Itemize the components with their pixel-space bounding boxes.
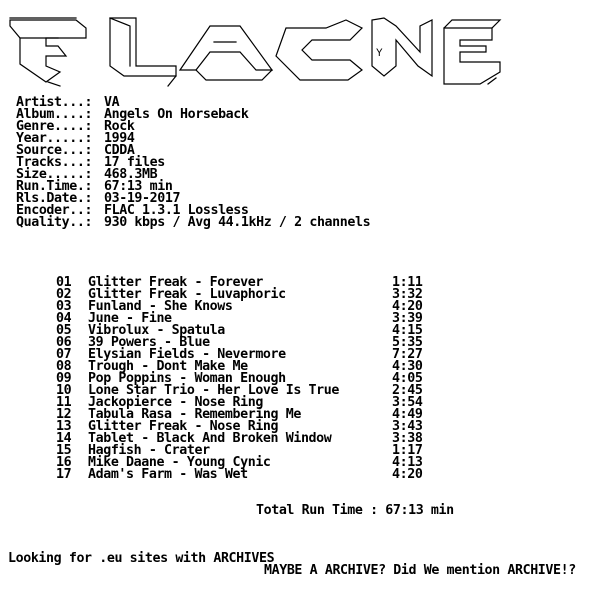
track-time: 4:20 <box>392 467 423 482</box>
track-title: Hagfish - Crater <box>88 443 210 458</box>
track-number: 17 <box>56 467 72 482</box>
track-title: Glitter Freak - Nose Ring <box>88 419 279 434</box>
track-time: 4:15 <box>392 323 423 338</box>
track-time: 3:43 <box>392 419 423 434</box>
track-title: Elysian Fields - Nevermore <box>88 347 286 362</box>
track-time: 3:54 <box>392 395 423 410</box>
info-value: VA <box>104 95 120 110</box>
track-title: Pop Poppins - Woman Enough <box>88 371 286 386</box>
track-time: 1:11 <box>392 275 423 290</box>
info-value: 468.3MB <box>104 167 158 182</box>
track-time: 5:35 <box>392 335 423 350</box>
info-key: Album....: <box>16 107 93 122</box>
track-number: 09 <box>56 371 72 386</box>
track-number: 01 <box>56 275 72 290</box>
footer-line-2: MAYBE A ARCHIVE? Did We mention ARCHIVE!? <box>264 563 576 578</box>
info-value: 1994 <box>104 131 135 146</box>
info-key: Year.....: <box>16 131 93 146</box>
total-run-time: Total Run Time : 67:13 min <box>256 503 454 518</box>
track-title: Tablet - Black And Broken Window <box>88 431 332 446</box>
info-value: FLAC 1.3.1 Lossless <box>104 203 249 218</box>
info-key: Tracks...: <box>16 155 93 170</box>
release-info <box>16 97 370 229</box>
track-time: 4:30 <box>392 359 423 374</box>
track-number: 16 <box>56 455 72 470</box>
track-time: 2:45 <box>392 383 423 398</box>
info-value: 930 kbps / Avg 44.1kHz / 2 channels <box>104 215 371 230</box>
info-row <box>16 217 370 229</box>
track-number: 05 <box>56 323 72 338</box>
track-time: 4:20 <box>392 299 423 314</box>
info-key: Run.Time.: <box>16 179 93 194</box>
info-key: Quality..: <box>16 215 93 230</box>
track-number: 06 <box>56 335 72 350</box>
track-title: Adam's Farm - Was Wet <box>88 467 248 482</box>
info-key: Size.....: <box>16 167 93 182</box>
info-key: Source...: <box>16 143 93 158</box>
track-title: Funland - She Knows <box>88 299 233 314</box>
info-key: Rls.Date.: <box>16 191 93 206</box>
info-key: Artist...: <box>16 95 93 110</box>
track-time: 4:05 <box>392 371 423 386</box>
track-title: Glitter Freak - Forever <box>88 275 263 290</box>
track-title: Tabula Rasa - Remembering Me <box>88 407 301 422</box>
info-key: Encoder..: <box>16 203 93 218</box>
info-key: Genre....: <box>16 119 93 134</box>
track-number: 10 <box>56 383 72 398</box>
track-time: 3:39 <box>392 311 423 326</box>
track-number: 11 <box>56 395 72 410</box>
info-value: Rock <box>104 119 135 134</box>
track-title: Vibrolux - Spatula <box>88 323 225 338</box>
track-title: Mike Daane - Young Cynic <box>88 455 271 470</box>
track-title: June - Fine <box>88 311 172 326</box>
track-number: 07 <box>56 347 72 362</box>
info-value: 03-19-2017 <box>104 191 181 206</box>
track-number: 15 <box>56 443 72 458</box>
track-title: 39 Powers - Blue <box>88 335 210 350</box>
track-number: 02 <box>56 287 72 302</box>
track-title: Jackopierce - Nose Ring <box>88 395 263 410</box>
info-value: Angels On Horseback <box>104 107 249 122</box>
track-number: 03 <box>56 299 72 314</box>
track-title: Glitter Freak - Luvaphoric <box>88 287 286 302</box>
track-number: 04 <box>56 311 72 326</box>
track-time: 4:49 <box>392 407 423 422</box>
svg-text:Y: Y <box>376 48 383 60</box>
track-time: 3:32 <box>392 287 423 302</box>
info-value: 17 files <box>104 155 165 170</box>
track-title: Lone Star Trio - Her Love Is True <box>88 383 339 398</box>
info-value: CDDA <box>104 143 135 158</box>
track-number: 08 <box>56 359 72 374</box>
info-value: 67:13 min <box>104 179 173 194</box>
track-time: 1:17 <box>392 443 423 458</box>
track-time: 7:27 <box>392 347 423 362</box>
track-time: 3:38 <box>392 431 423 446</box>
track-number: 12 <box>56 407 72 422</box>
track-title: Trough - Dont Make Me <box>88 359 248 374</box>
footer-line-1: Looking for .eu sites with ARCHIVES <box>8 551 275 566</box>
track-time: 4:13 <box>392 455 423 470</box>
flac-ascii-logo <box>0 0 600 92</box>
track-number: 13 <box>56 419 72 434</box>
track-number: 14 <box>56 431 72 446</box>
